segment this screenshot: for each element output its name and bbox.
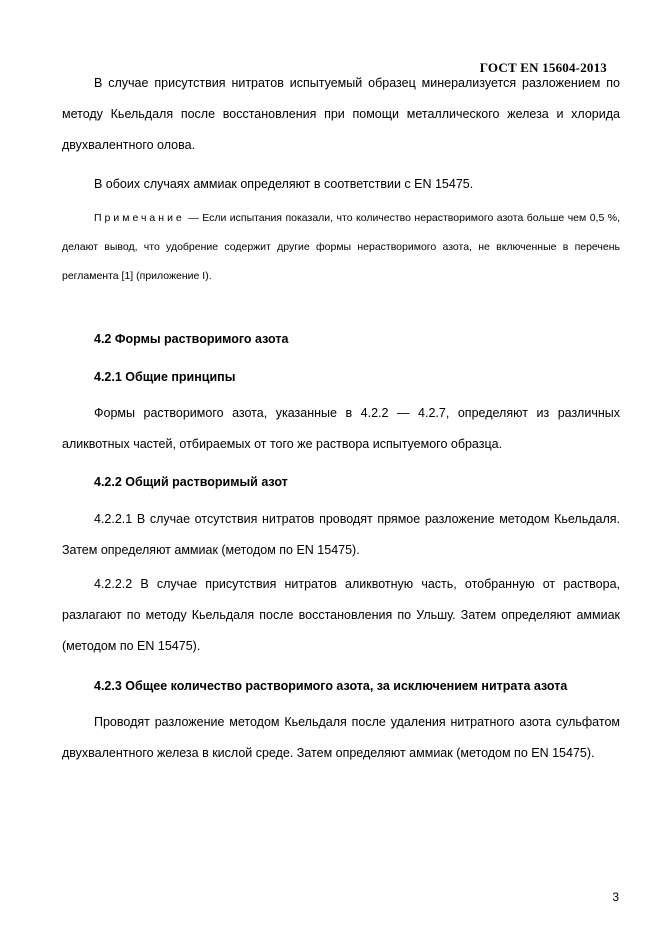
note-paragraph (62, 204, 620, 291)
paragraph-4-2-2-2: 4.2.2.2 В случае присутствия нитратов аликвотную часть, отобранную от раствора, разлагают по методу Кьельдаля после восстановления по Ульшу. Затем определяют аммиак (методом по EN 15475). (62, 577, 620, 653)
section-heading-4-2: 4.2 Формы растворимого азота (94, 332, 289, 346)
paragraph-nitrate-mineralization: В случае присутствия нитратов испытуемый образец минерализуется разложением по методу Кьельдаля после восстановления при помощи металлического железа и хлорида двухвалентного олова. (62, 76, 620, 152)
section-heading-4-2-2: 4.2.2 Общий растворимый азот (94, 475, 288, 489)
note-text: — Если испытания показали, что количество нерастворимого азота больше чем 0,5 %, делают вывод, что удобрение содержит другие формы нерастворимого азота, не включенные в перечень регламента [1] (приложение I). (62, 212, 620, 282)
paragraph-4-2-2-1: 4.2.2.1 В случае отсутствия нитратов проводят прямое разложение методом Кьельдаля. Затем определяют аммиак (методом по EN 15475). (62, 512, 620, 557)
section-heading-4-2-1: 4.2.1 Общие принципы (94, 370, 236, 384)
paragraph-ammonia-determination: В обоих случаях аммиак определяют в соответствии с EN 15475. (94, 177, 474, 191)
page-number: 3 (612, 890, 619, 904)
paragraph-4-2-3: Проводят разложение методом Кьельдаля после удаления нитратного азота сульфатом двухвалентного железа в кислой среде. Затем определяют аммиак (методом по EN 15475). (62, 715, 620, 760)
standard-designation: ГОСТ EN 15604-2013 (479, 60, 607, 75)
section-heading-4-2-3: 4.2.3 Общее количество растворимого азота, за исключением нитрата азота (94, 679, 568, 693)
note-label: Примечание (94, 212, 185, 224)
paragraph-general-principles: Формы растворимого азота, указанные в 4.2.2 — 4.2.7, определяют из различных аликвотных частей, отбираемых от того же раствора испытуемого образца. (62, 406, 620, 451)
